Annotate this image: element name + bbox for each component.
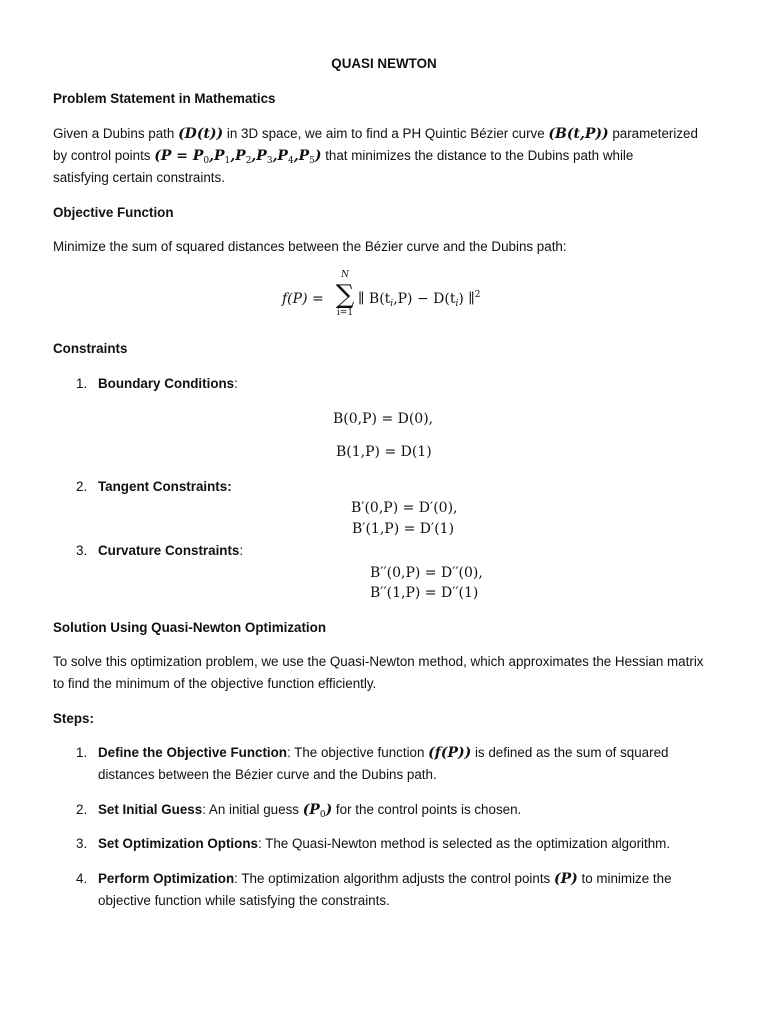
- math-bezier-curve: (B(t,P)): [548, 126, 609, 142]
- math-initial-guess: $(P_0)$: [302, 802, 333, 820]
- solution-heading: Solution Using Quasi-Newton Optimization: [53, 620, 327, 635]
- math-objective: (f(P)): [428, 745, 472, 761]
- constraint-item-3: 3. Curvature Constraints:: [76, 543, 244, 558]
- constraint-item-2: 2. Tangent Constraints:: [76, 479, 232, 494]
- document-title: QUASI NEWTON: [331, 56, 437, 71]
- problem-line-3: satisfying certain constraints.: [53, 170, 225, 185]
- math-control-points-p: (P): [553, 871, 578, 887]
- step-item-4: 4. Perform Optimization: The optimization algorithm adjusts the control points (P) to minimize the objective function while satisfying the constraints.: [76, 871, 672, 908]
- objective-heading: Objective Function: [53, 205, 174, 220]
- curvature-eq-2: B′′(1,P) = D′′(1): [370, 585, 479, 601]
- curvature-eq-1: B′′(0,P) = D′′(0),: [370, 565, 483, 581]
- problem-heading: Problem Statement in Mathematics: [53, 91, 276, 106]
- step-item-1: 1. Define the Objective Function: The objective function (f(P)) is defined as the sum of squared distances between the Bézier curve and the Dubins path.: [76, 745, 669, 782]
- objective-formula-right: ∥ $B(t_i,P) - D(t_i)$ ∥$^2$: [358, 290, 481, 309]
- objective-formula-left: f(P) =: [282, 291, 324, 307]
- constraints-heading: Constraints: [53, 341, 128, 356]
- step-item-2: 2. Set Initial Guess: An initial guess $(P_0)$ for the control points is chosen.: [76, 802, 522, 820]
- problem-line-1: Given a Dubins path (D(t)) in 3D space, we aim to find a PH Quintic Bézier curve (B(t,P)) parameterized: [53, 126, 698, 142]
- boundary-eq-2: B(1,P) = D(1): [336, 444, 432, 460]
- summation: [330, 270, 360, 318]
- constraint-item-1: 1. Boundary Conditions:: [76, 376, 238, 391]
- objective-text: Minimize the sum of squared distances between the Bézier curve and the Dubins path:: [53, 239, 567, 254]
- steps-heading: Steps:: [53, 711, 94, 726]
- solution-text: To solve this optimization problem, we use the Quasi-Newton method, which approximates the Hessian matrix to find the minimum of the objective function efficiently.: [53, 654, 704, 691]
- problem-line-2: by control points $(P = P_0,P_1,P_2,P_3,P_4,P_5)$ that minimizes the distance to the Dubins path while: [53, 148, 634, 166]
- tangent-eq-1: B′(0,P) = D′(0),: [351, 500, 458, 516]
- sum-symbol: ∑: [335, 280, 355, 310]
- sum-upper: N: [341, 270, 349, 280]
- step-item-3: 3. Set Optimization Options: The Quasi-Newton method is selected as the optimization algorithm.: [76, 836, 671, 851]
- boundary-eq-1: B(0,P) = D(0),: [333, 411, 434, 427]
- math-control-points: $(P = P_0,P_1,P_2,P_3,P_4,P_5)$: [154, 148, 322, 166]
- sum-lower: i=1: [336, 308, 354, 318]
- tangent-eq-2: B′(1,P) = D′(1): [352, 521, 455, 537]
- math-dubins-path: (D(t)): [178, 126, 224, 142]
